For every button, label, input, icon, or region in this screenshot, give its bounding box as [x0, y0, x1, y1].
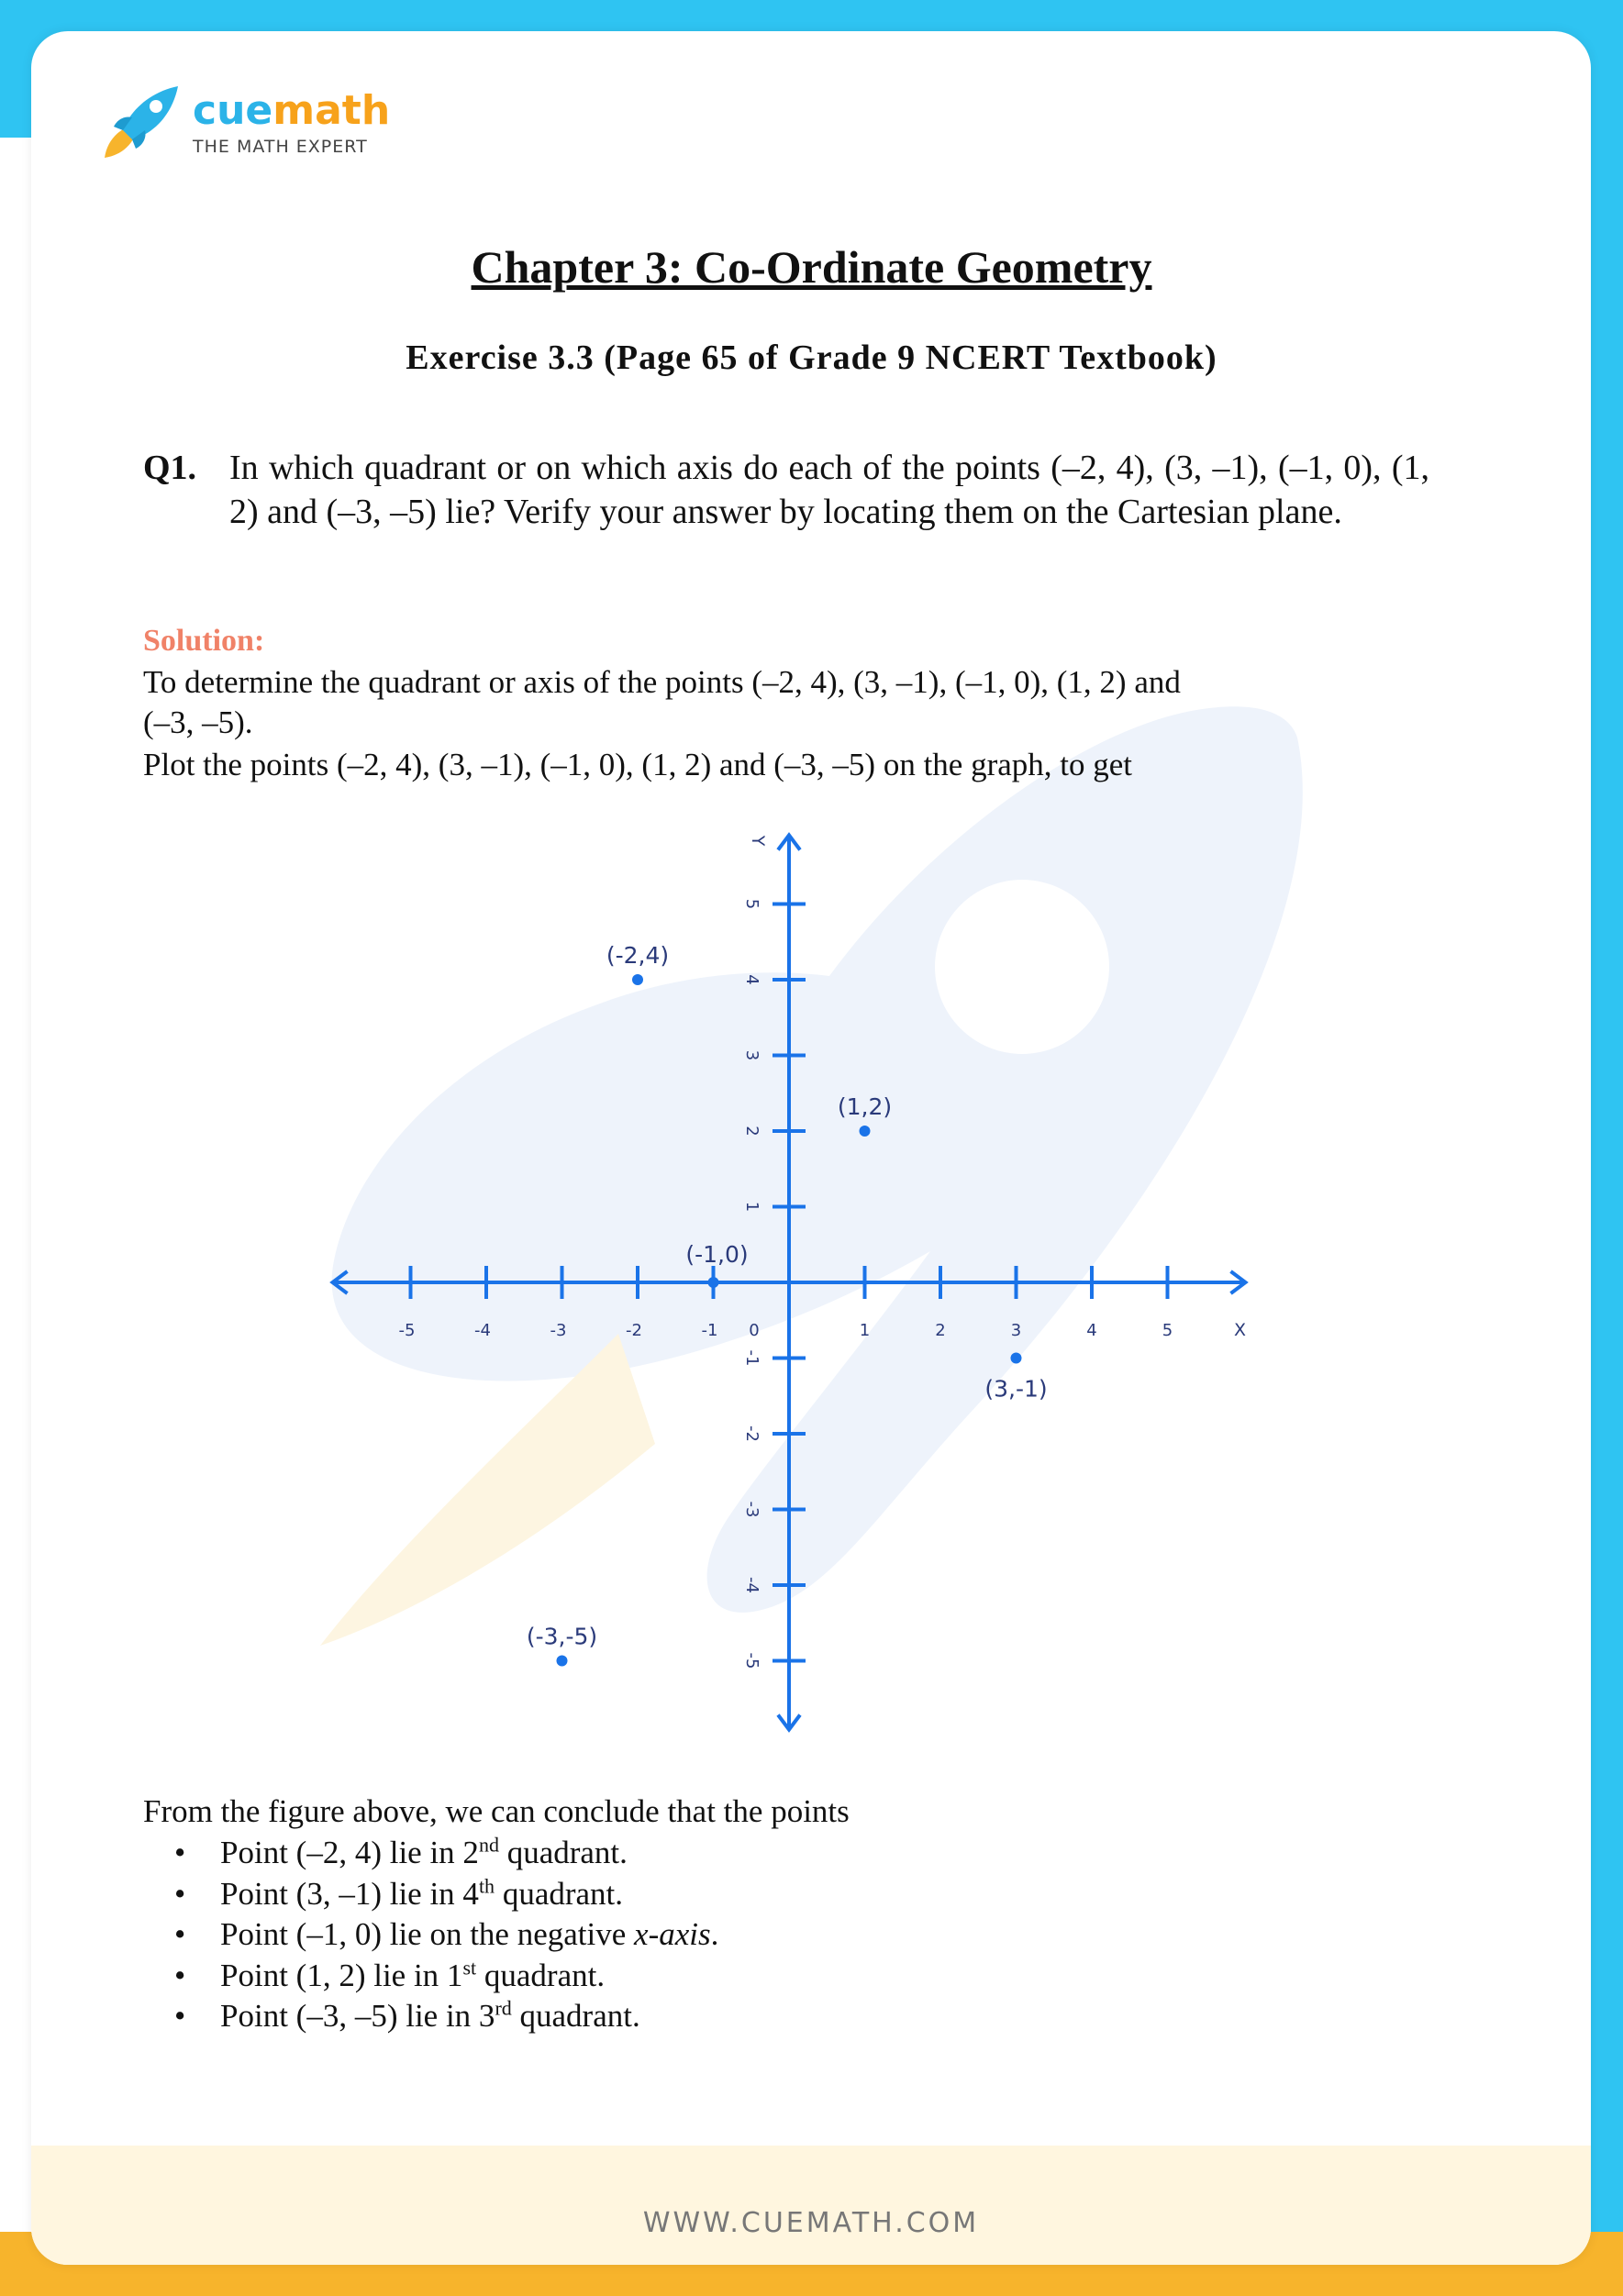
solution-line-2: (–3, –5).	[143, 704, 253, 740]
data-point	[557, 1656, 568, 1667]
rocket-logo-icon	[94, 77, 185, 169]
data-point	[860, 1126, 871, 1137]
y-tick-label: 4	[742, 974, 761, 985]
conclusion-item: • Point (–3, –5) lie in 3rd quadrant.	[220, 1996, 718, 2037]
x-tick-label: 3	[1010, 1321, 1022, 1340]
x-tick-label: 4	[1086, 1321, 1097, 1340]
conclusion-item: • Point (–2, 4) lie in 2nd quadrant.	[220, 1833, 718, 1874]
data-point	[1011, 1353, 1022, 1364]
solution-line-1: To determine the quadrant or axis of the points (–2, 4), (3, –1), (–1, 0), (1, 2) and	[143, 664, 1181, 700]
y-tick-label: -3	[742, 1501, 761, 1518]
question-label: Q1.	[143, 449, 197, 487]
point-label: (1,2)	[837, 1093, 893, 1120]
conclusion-text: From the figure above, we can conclude that the points	[143, 1793, 850, 1829]
origin-label: 0	[749, 1321, 760, 1340]
x-tick-label: 5	[1162, 1321, 1173, 1340]
x-tick-label: -4	[474, 1321, 491, 1340]
conclusion-item: • Point (3, –1) lie in 4th quadrant.	[220, 1874, 718, 1915]
point-label: (-3,-5)	[526, 1623, 598, 1650]
x-tick-label: -1	[701, 1321, 718, 1340]
chapter-title: Chapter 3: Co-Ordinate Geometry	[471, 241, 1152, 293]
y-tick-label: -4	[742, 1577, 761, 1593]
y-tick-label: 3	[742, 1049, 761, 1061]
x-tick-label: 2	[935, 1321, 946, 1340]
x-tick-label: -3	[550, 1321, 567, 1340]
point-label: (-2,4)	[606, 942, 670, 969]
y-tick-label: 5	[742, 898, 761, 910]
y-tick-label: -2	[742, 1425, 761, 1442]
solution-line-3: Plot the points (–2, 4), (3, –1), (–1, 0), (1, 2) and (–3, –5) on the graph, to get	[143, 747, 1133, 782]
y-tick-label: 1	[742, 1201, 761, 1213]
cartesian-plane-graph	[312, 807, 1266, 1752]
data-point	[708, 1277, 719, 1288]
x-tick-label: 1	[859, 1321, 871, 1340]
footer	[31, 2146, 1591, 2265]
point-label: (3,-1)	[984, 1375, 1048, 1403]
x-tick-label: -2	[626, 1321, 642, 1340]
y-tick-label: -5	[742, 1652, 761, 1669]
x-tick-label: -5	[398, 1321, 416, 1340]
y-tick-label: 2	[742, 1126, 761, 1137]
y-axis-label: Y	[748, 835, 768, 847]
footer-url[interactable]: WWW.CUEMATH.COM	[642, 2207, 980, 2239]
conclusion-item: • Point (1, 2) lie in 1st quadrant.	[220, 1956, 718, 1997]
solution-label: Solution:	[143, 624, 265, 658]
cuemath-logo[interactable]	[94, 77, 390, 169]
conclusion-list	[220, 1833, 718, 2037]
exercise-title: Exercise 3.3 (Page 65 of Grade 9 NCERT Textbook)	[406, 338, 1217, 377]
y-tick-label: -1	[742, 1349, 761, 1367]
data-point	[632, 974, 643, 985]
brand-name: cuemath	[193, 87, 391, 134]
question-text: In which quadrant or on which axis do each of the points (–2, 4), (3, –1), (–1, 0), (1, 2) and (–3, –5) lie? Verify your answer by locating them on the Cartesian plane.	[229, 449, 1429, 531]
conclusion-item: • Point (–1, 0) lie on the negative x-axis.	[220, 1914, 718, 1956]
point-label: (-1,0)	[685, 1241, 749, 1268]
brand-tagline: THE MATH EXPERT	[193, 137, 368, 157]
x-axis-label: X	[1233, 1320, 1247, 1340]
